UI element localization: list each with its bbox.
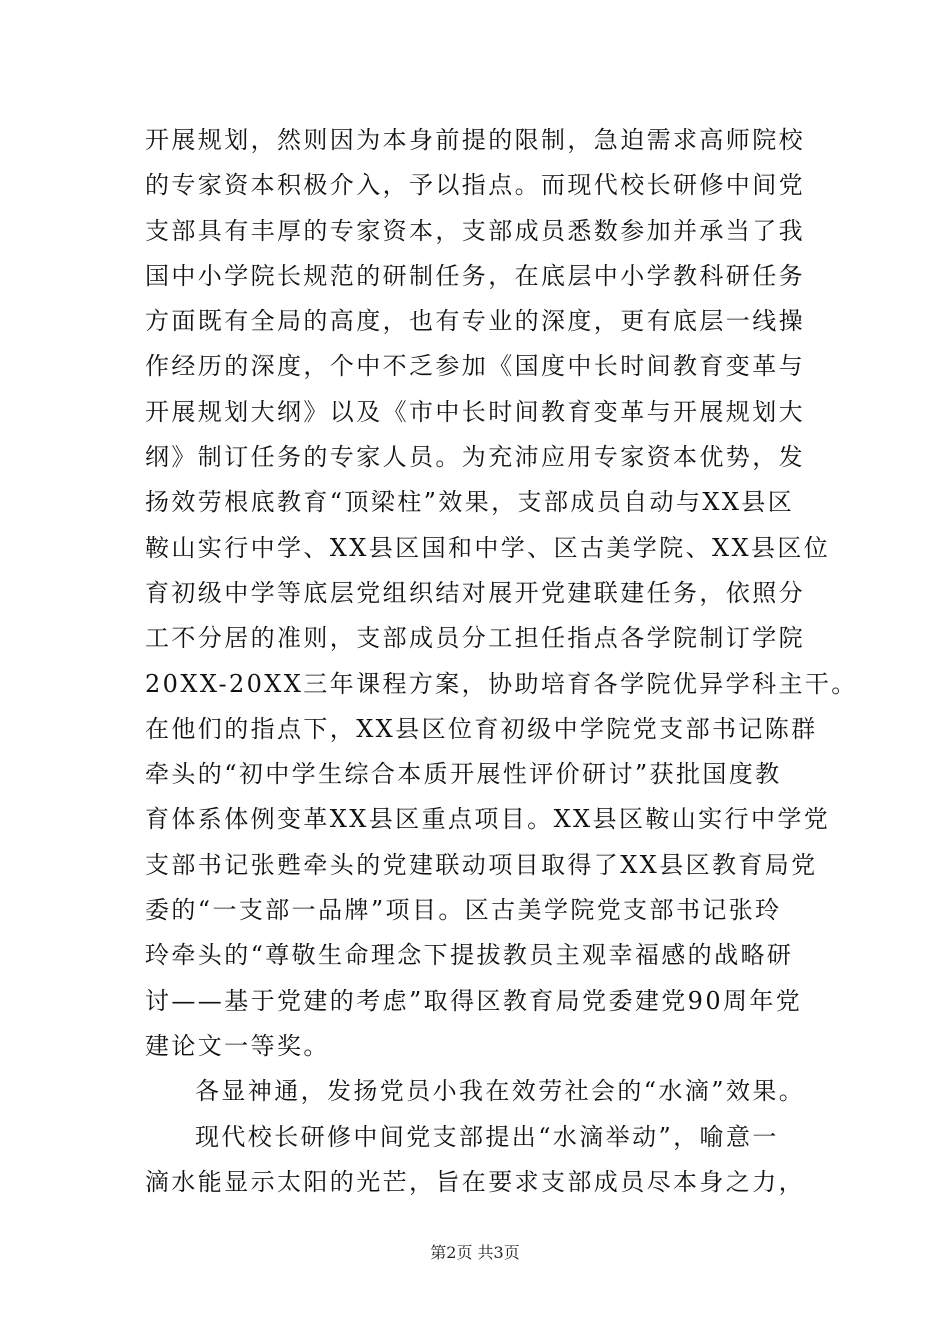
text-line: 扬效劳根底教育“顶梁柱”效果，支部成员自动与XX县区 <box>145 488 795 517</box>
text-line: 20XX-20XX三年课程方案，协助培育各学院优异学科主干。 <box>145 669 858 698</box>
text-line: 支部具有丰厚的专家资本，支部成员悉数参加并承当了我 <box>145 216 805 245</box>
text-line: 工不分居的准则，支部成员分工担任指点各学院制订学院 <box>145 624 805 653</box>
text-line: 玲牵头的“尊敬生命理念下提拔教员主观幸福感的战略研 <box>145 941 794 970</box>
text-line: 作经历的深度，个中不乏参加《国度中长时间教育变革与 <box>145 352 805 381</box>
text-line-indented: 现代校长研修中间党支部提出“水滴举动”，喻意一 <box>195 1122 779 1151</box>
text-line: 在他们的指点下，XX县区位育初级中学院党支部书记陈群 <box>145 714 818 743</box>
text-line: 牵头的“初中学生综合本质开展性评价研讨”获批国度教 <box>145 760 782 789</box>
text-line: 育体系体例变革XX县区重点项目。XX县区鞍山实行中学党 <box>145 805 831 834</box>
text-line: 建论文一等奖。 <box>145 1031 330 1060</box>
body-text <box>145 118 858 1205</box>
text-line: 委的“一支部一品牌”项目。区古美学院党支部书记张玲 <box>145 896 782 925</box>
text-line: 纲》制订任务的专家人员。为充沛应用专家资本优势，发 <box>145 443 805 472</box>
text-line: 开展规划，然则因为本身前提的限制，急迫需求高师院校 <box>145 126 805 154</box>
text-line-indented: 各显神通，发扬党员小我在效劳社会的“水滴”效果。 <box>195 1077 806 1106</box>
page-number-footer: 第2页 共3页 <box>430 1243 520 1262</box>
text-line: 讨——基于党建的考虑”取得区教育局党委建党90周年党 <box>145 986 803 1015</box>
text-line: 开展规划大纲》以及《市中长时间教育变革与开展规划大 <box>145 397 805 426</box>
text-line: 支部书记张甦牵头的党建联动项目取得了XX县区教育局党 <box>145 850 818 879</box>
text-line: 方面既有全局的高度，也有专业的深度，更有底层一线操 <box>145 307 805 336</box>
text-line: 的专家资本积极介入，予以指点。而现代校长研修中间党 <box>145 171 805 200</box>
text-line: 国中小学院长规范的研制任务，在底层中小学教科研任务 <box>145 261 805 290</box>
text-line: 鞍山实行中学、XX县区国和中学、区古美学院、XX县区位 <box>145 533 831 562</box>
text-line: 滴水能显示太阳的光芒，旨在要求支部成员尽本身之力， <box>145 1167 805 1196</box>
text-line: 育初级中学等底层党组织结对展开党建联建任务，依照分 <box>145 578 805 607</box>
